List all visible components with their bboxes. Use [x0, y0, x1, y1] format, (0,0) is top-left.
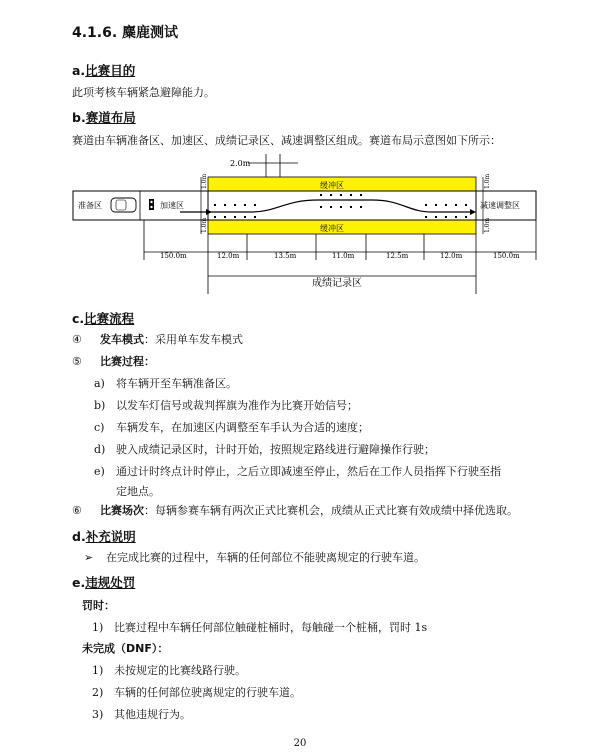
item-label: 比赛过程 — [100, 355, 144, 368]
right-top-width: 1.0m — [484, 173, 491, 189]
decel-zone-label: 减速调整区 — [480, 201, 520, 210]
section-c-heading — [72, 309, 134, 327]
section-a-title: 比赛目的 — [85, 63, 136, 78]
segment-label: 12.0m — [440, 252, 463, 260]
segment-label: 13.5m — [274, 252, 297, 260]
item-marker: ⑥ — [72, 504, 82, 517]
segment-label: 150.0m — [493, 252, 520, 260]
process-step: c) 车辆发车，在加速区内调整至车手认为合适的速度； — [94, 421, 369, 434]
item-label: 发车模式 — [100, 333, 144, 346]
cones — [214, 194, 467, 218]
section-b-label: b. — [72, 110, 86, 125]
segment-label: 12.0m — [217, 252, 240, 260]
left-bottom-width: 1.0m — [201, 217, 208, 233]
section-d-label: d. — [72, 529, 86, 544]
right-bottom-width: 1.0m — [484, 217, 491, 233]
item-race-process: ⑤ 比赛过程： — [72, 355, 155, 368]
penalty-title: 罚时： — [82, 599, 115, 612]
prep-zone-label: 准备区 — [78, 201, 102, 210]
section-e-heading — [72, 573, 135, 591]
section-a-body: 此项考核车辆紧急避障能力。 — [72, 86, 215, 99]
buffer-zone-top-label: 缓冲区 — [320, 181, 344, 190]
record-zone-label: 成绩记录区 — [312, 278, 362, 289]
segment-label: 12.5m — [386, 252, 409, 260]
section-b-body: 赛道由车辆准备区、加速区、成绩记录区、减速调整区组成。赛道布局示意图如下所示： — [72, 134, 501, 147]
section-b-heading — [72, 108, 136, 126]
segment-label: 11.0m — [332, 252, 355, 260]
item-launch-mode — [72, 331, 243, 347]
section-b-title: 赛道布局 — [85, 110, 136, 125]
process-step: a) 将车辆开至车辆准备区。 — [94, 377, 237, 390]
section-c-title: 比赛流程 — [84, 311, 135, 326]
item-label: 比赛场次 — [100, 504, 144, 517]
section-d-title: 补充说明 — [85, 529, 136, 544]
process-step-continuation: 定地点。 — [116, 485, 160, 498]
arrow-bullet-icon: ➢ — [84, 551, 94, 564]
item-text: ：每辆参赛车辆有两次正式比赛机会，成绩从正式比赛有效成绩中择优选取。 — [144, 504, 518, 517]
section-e-label: e. — [72, 575, 86, 590]
item-text: ：采用单车发车模式 — [144, 333, 243, 346]
process-step: d) 驶入成绩记录区时，计时开始，按照规定路线进行避障操作行驶； — [94, 443, 435, 456]
section-c-label: c. — [72, 311, 85, 326]
car-window-icon — [116, 200, 126, 210]
dnf-title: 未完成（DNF）： — [82, 642, 169, 655]
item-race-sessions — [72, 502, 518, 518]
top-dimension-label: 2.0m — [230, 159, 251, 168]
section-a-heading — [72, 61, 135, 79]
supplement-bullet: ➢ 在完成比赛的过程中，车辆的任何部位不能驶离规定的行驶车道。 — [84, 551, 425, 564]
dnf-item: 3) 其他违规行为。 — [92, 708, 191, 721]
section-e-title: 违规处罚 — [85, 575, 136, 590]
process-step: b) 以发车灯信号或裁判挥旗为准作为比赛开始信号； — [94, 399, 358, 412]
accel-zone-label: 加速区 — [160, 201, 184, 210]
left-top-width: 1.0m — [201, 173, 208, 189]
section-heading: 4.1.6. 麋鹿测试 — [72, 25, 179, 41]
item-marker: ④ — [72, 333, 82, 346]
segment-label: 150.0m — [160, 252, 187, 260]
path-arrow-icon — [206, 209, 212, 215]
start-light-icon — [149, 199, 154, 210]
item-marker: ⑤ — [72, 355, 82, 368]
section-a-label: a. — [72, 63, 86, 78]
dnf-item: 1) 未按规定的比赛线路行驶。 — [92, 664, 246, 677]
track-layout-diagram — [0, 148, 600, 298]
process-step: e) 通过计时终点计时停止，之后立即减速至停止，然后在工作人员指挥下行驶至指 — [94, 465, 501, 478]
buffer-zone-bottom-label: 缓冲区 — [320, 224, 344, 233]
page-number: 20 — [293, 738, 307, 749]
penalty-item: 1) 比赛过程中车辆任何部位触碰桩桶时，每触碰一个桩桶，罚时 1s — [92, 621, 428, 634]
section-d-heading — [72, 527, 136, 545]
dnf-item: 2) 车辆的任何部位驶离规定的行驶车道。 — [92, 686, 301, 699]
